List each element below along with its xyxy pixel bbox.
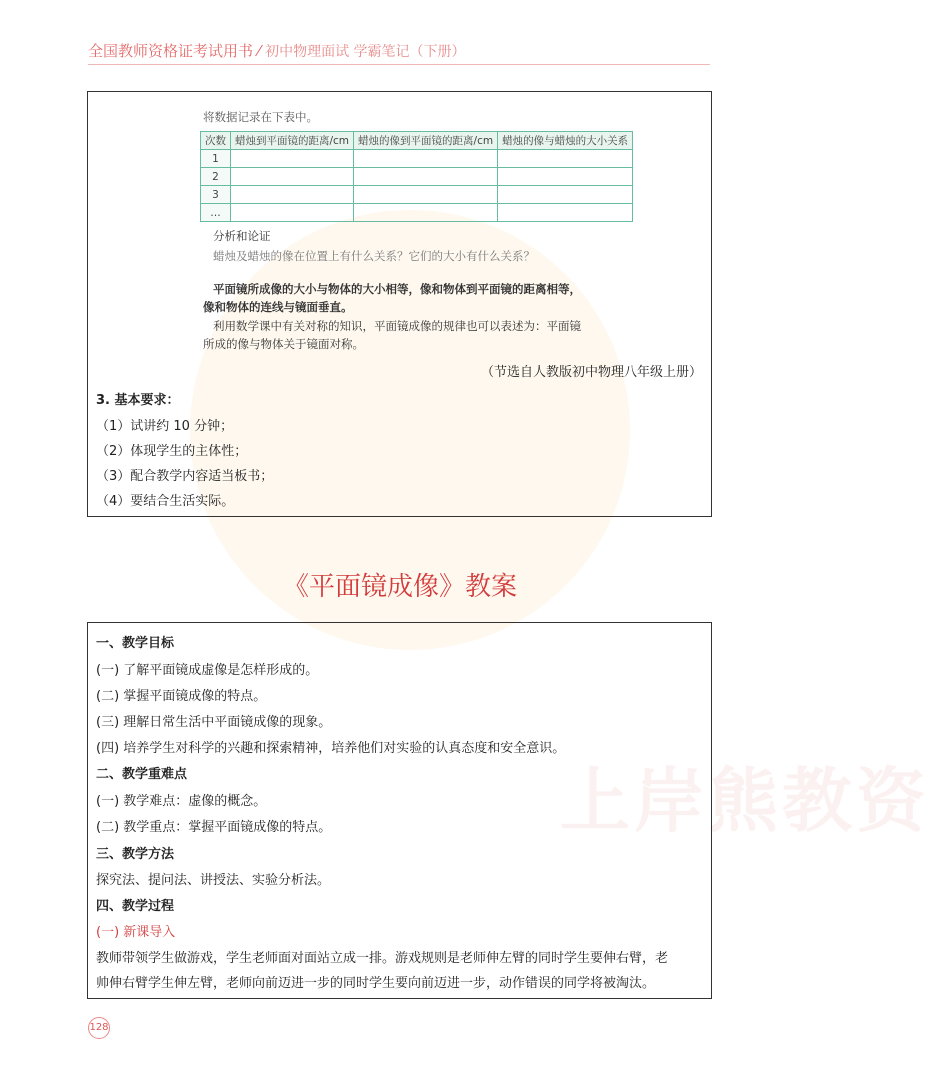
requirements-title: 3. 基本要求： — [96, 393, 180, 408]
table-header-cell: 次数 — [201, 132, 231, 150]
header-subtitle: 初中物理面试 学霸笔记（下册） — [265, 44, 466, 60]
plan-line: (二) 掌握平面镜成像的特点。 — [96, 689, 267, 704]
plan-line: (四) 培养学生对科学的兴趣和探索精神，培养他们对实验的认真态度和安全意识。 — [96, 741, 566, 756]
page-header — [0, 0, 800, 72]
header-rule — [88, 64, 710, 65]
conclusion-line: 平面镜所成像的大小与物体的大小相等，像和物体到平面镜的距离相等， — [213, 282, 581, 296]
table-row — [201, 168, 633, 186]
table-intro: 将数据记录在下表中。 — [203, 110, 318, 124]
requirement-item: （3）配合教学内容适当板书； — [96, 469, 274, 484]
header-book-title: 全国教师资格证考试用书 — [88, 42, 254, 60]
row-index: … — [201, 204, 231, 222]
requirement-item: （1）试讲约 10 分钟； — [96, 419, 234, 434]
plan-line: (一) 了解平面镜成虚像是怎样形成的。 — [96, 663, 319, 678]
plan-line: 探究法、提问法、讲授法、实验分析法。 — [96, 873, 331, 888]
lesson-plan-box — [87, 622, 712, 999]
analysis-title: 分析和论证 — [213, 229, 271, 243]
conclusion-line: 像和物体的连线与镜面垂直。 — [203, 300, 353, 314]
section-heading: 二、教学重难点 — [96, 767, 188, 782]
section-heading: 四、教学过程 — [96, 899, 175, 914]
plan-line: 教师带领学生做游戏，学生老师面对面站立成一排。游戏规则是老师伸左臂的同时学生要伸右臂，老 — [96, 951, 669, 966]
table-row — [201, 150, 633, 168]
table-header-cell: 蜡烛的像到平面镜的距离/cm — [354, 132, 498, 150]
plan-line: (二) 教学重点：掌握平面镜成像的特点。 — [96, 820, 332, 835]
header-divider-icon: ⁄ — [257, 42, 266, 60]
row-index: 3 — [201, 186, 231, 204]
plan-line: (三) 理解日常生活中平面镜成像的现象。 — [96, 715, 332, 730]
requirement-item: （2）体现学生的主体性； — [96, 444, 248, 459]
analysis-question: 蜡烛及蜡烛的像在位置上有什么关系？它们的大小有什么关系？ — [213, 249, 535, 263]
table-row — [201, 204, 633, 222]
requirement-item: （4）要结合生活实际。 — [96, 494, 235, 509]
section-heading: 一、教学目标 — [96, 636, 175, 651]
record-table — [200, 131, 633, 222]
row-index: 1 — [201, 150, 231, 168]
row-index: 2 — [201, 168, 231, 186]
section-heading: 三、教学方法 — [96, 847, 175, 862]
plan-line: 帅伸右臂学生伸左臂，老师向前迈进一步的同时学生要向前迈进一步，动作错误的同学将被淘汰。 — [96, 976, 656, 991]
header-text — [88, 40, 466, 61]
table-row — [201, 186, 633, 204]
brand-watermark: 上岸熊教资 — [560, 760, 930, 842]
source-note: （节选自人教版初中物理八年级上册） — [480, 365, 702, 380]
subsection-heading: (一) 新课导入 — [96, 925, 176, 940]
table-header-row — [201, 132, 633, 150]
page-number: 128 — [88, 1017, 110, 1039]
table-header-cell: 蜡烛的像与蜡烛的大小关系 — [498, 132, 633, 150]
plan-line: (一) 教学难点：虚像的概念。 — [96, 794, 267, 809]
symmetry-line: 利用数学课中有关对称的知识，平面镜成像的规律也可以表述为：平面镜 — [213, 319, 581, 333]
table-header-cell: 蜡烛到平面镜的距离/cm — [231, 132, 354, 150]
symmetry-line: 所成的像与物体关于镜面对称。 — [203, 337, 364, 351]
lesson-plan-title: 《平面镜成像》教案 — [282, 572, 517, 602]
